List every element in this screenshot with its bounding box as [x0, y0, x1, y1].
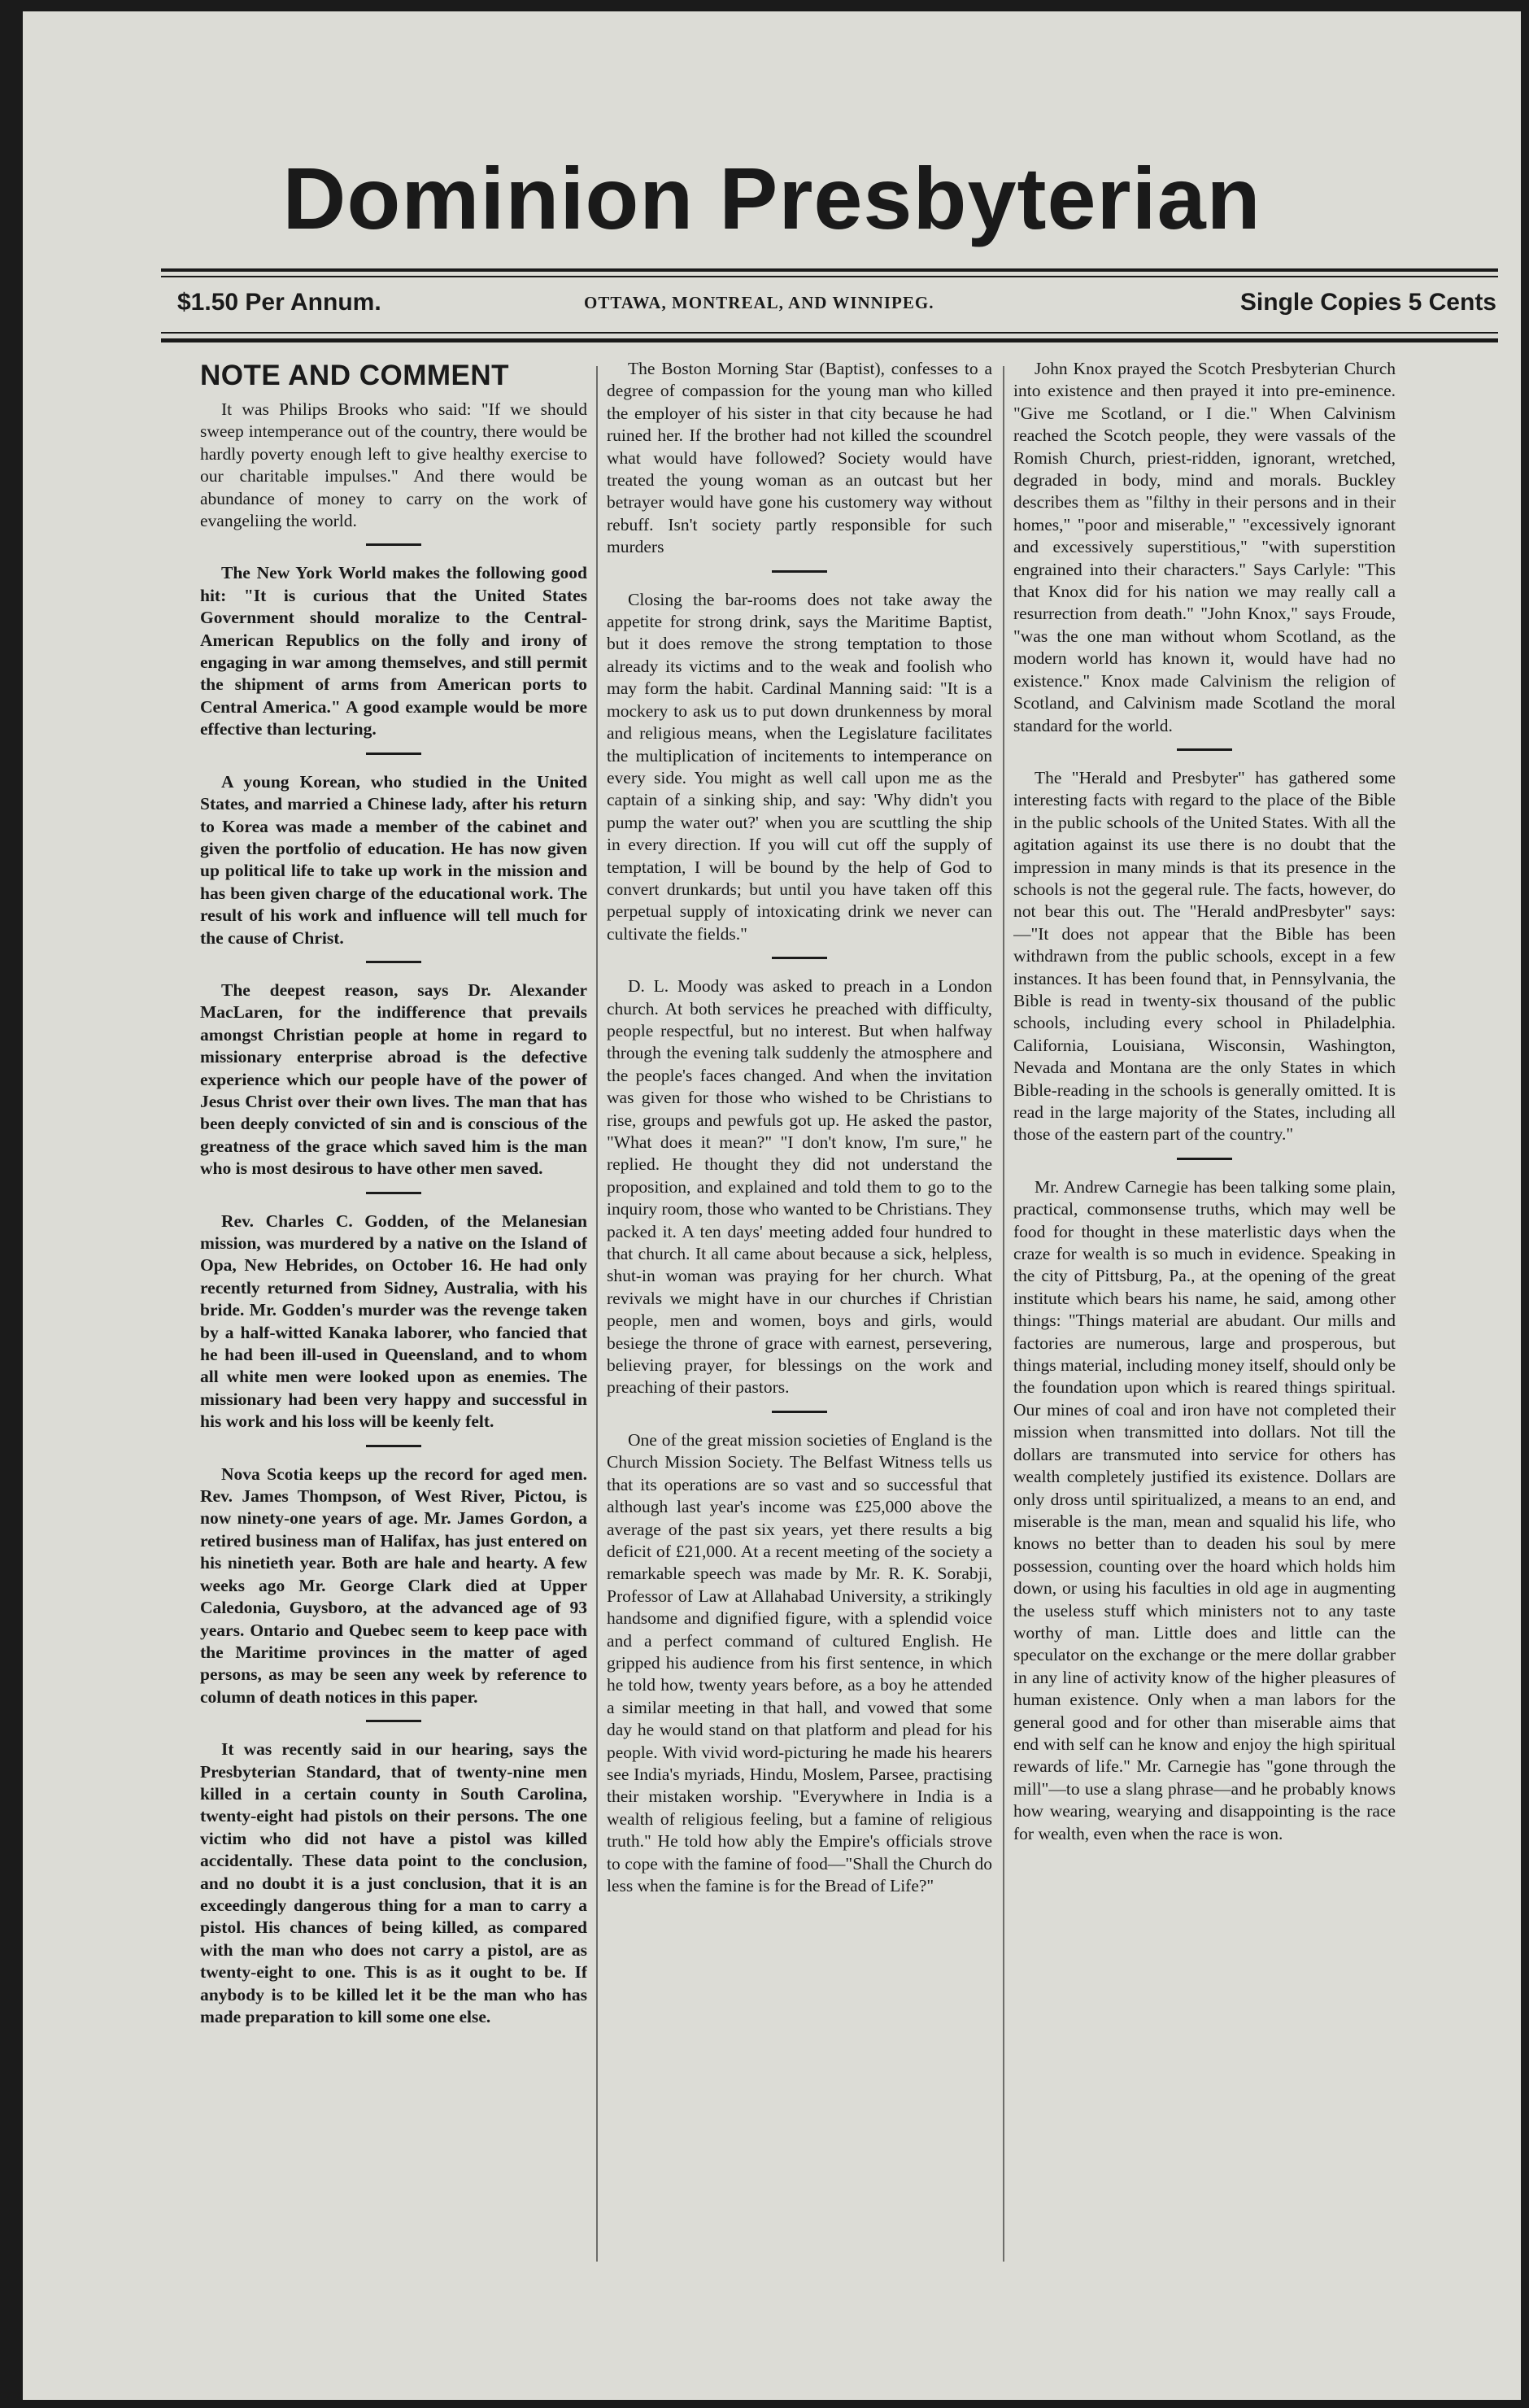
article-separator [366, 1445, 421, 1447]
article-separator [772, 570, 827, 573]
article-separator [366, 543, 421, 546]
column-rule [1003, 366, 1004, 2262]
article-paragraph: Nova Scotia keeps up the record for aged men. Rev. James Thompson, of West River, Pictou, is now ninety-one years of age. Mr. James Gordon, a retired business man of Halifax, has just entered on his ninetieth year. Both are hale and hearty. A few weeks ago Mr. George Clark died at Upper Caledonia, Guysboro, at the advanced age of 93 years. Ontario and Quebec seem to keep pace with the Maritime provinces in the matter of aged persons, as may be seen any week by reference to column of death notices in this paper. [200, 1464, 587, 1707]
article-paragraph: The deepest reason, says Dr. Alexander MacLaren, for the indifference that prevails amongst Christian people at home in regard to missionary enterprise abroad is the defective experience which our people have of the power of Jesus Christ over their own lives. The man that has been deeply convicted of sin and is conscious of the greatness of the grace which saved him is the man who is most desirous to have other men saved. [200, 979, 587, 1179]
article-separator [772, 957, 827, 959]
dateline-rule [161, 338, 1498, 342]
column-2 [607, 358, 992, 2270]
article-separator [1177, 748, 1232, 751]
article-paragraph: D. L. Moody was asked to preach in a London church. At both services he preached with difficulty, people respectful, but no interest. But when halfway through the evening talk suddenly the atmosphere and the people's faces changed. And when the invitation was given for those who wished to be Christians to rise, groups and pewfuls got up. He asked the pastor, "What does it mean?" "I don't know, I'm sure," he replied. He thought they did not understand the proposition, and explained and told them to go to the inquiry room, those who wanted to be Christians. They packed it. A ten days' meeting added four hundred to that church. It all came about because a sick, helpless, shut-in woman was praying for her church. What revivals we might have in our churches if Christian people, men and women, boys and girls, would besiege the throne of grace with earnest, persevering, believing prayer, for blessings on the work and preaching of their pastors. [607, 976, 992, 1398]
article-separator [1177, 1158, 1232, 1160]
article-paragraph: The Boston Morning Star (Baptist), confesses to a degree of compassion for the young man who killed the employer of his sister in that city because he had ruined her. If the brother had not killed the scoundrel what would have followed? Society would have treated the young woman as an outcast but her betrayer would have gone his customery way without rebuff. Isn't society partly responsible for such murders [607, 359, 992, 557]
article-paragraph: A young Korean, who studied in the United States, and married a Chinese lady, after his return to Korea was made a member of the cabinet and given the portfolio of education. He has now given up political life to take up work in the mission and has been given charge of the educational work. The result of his work and influence will tell much for the cause of Christ. [200, 771, 587, 948]
column-3 [1013, 358, 1396, 2270]
article-separator [366, 961, 421, 963]
article-paragraph: Rev. Charles C. Godden, of the Melanesian mission, was murdered by a native on the Island of Opa, New Hebrides, on October 16. He had only recently returned from Sidney, Australia, with his bride. Mr. Godden's murder was the revenge taken by a half-witted Kanaka laborer, who fancied that he had been ill-used in Queensland, and to whom all white men were looked upon as enemies. The missionary had been very happy and successful in his work and his loss will be keenly felt. [200, 1211, 587, 1432]
article-separator [772, 1411, 827, 1413]
article-paragraph: It was Philips Brooks who said: "If we should sweep intemperance out of the country, there would be hardly poverty enough left to give healthy exercise to our charitable impulses." And there would be abundance of money to carry on the work of evangeliing the world. [200, 399, 587, 531]
newspaper-page [23, 11, 1521, 2400]
single-copy-price: Single Copies 5 Cents [1239, 289, 1496, 316]
publication-cities: OTTAWA, MONTREAL, AND WINNIPEG. [584, 293, 934, 312]
article-paragraph: It was recently said in our hearing, says the Presbyterian Standard, that of twenty-nine men killed in a certain county in South Carolina, twenty-eight had pistols on their persons. The one victim who did not have a pistol was killed accidentally. These data point to the conclusion, and no doubt it is a just conclusion, that it is an exceedingly dangerous thing for a man to carry a pistol. His chances of being killed, as compared with the man who does not carry a pistol, are as twenty-eight to one. This is as it ought to be. If anybody is to be killed let it be the man who has made preparation to kill some one else. [200, 1739, 587, 2026]
article-separator [366, 752, 421, 755]
dateline-rule [161, 332, 1498, 334]
article-separator [366, 1192, 421, 1194]
article-paragraph: One of the great mission societies of England is the Church Mission Society. The Belfast Witness tells us that its operations are so vast and so successful that although last year's income was £25,000 above the average of the past six years, yet there results a big deficit of £21,000. At a recent meeting of the society a remarkable speech was made by Mr. R. K. Sorabji, Professor of Law at Allahabad University, a strikingly handsome and dignified figure, with a splendid voice and a perfect command of cultured English. He gripped his audience from his first sentence, in which he told how, twenty years before, as a boy he attended a similar meeting in that hall, and vowed that some day he would stand on that platform and plead for his people. With vivid word-picturing he made his hearers see India's myriads, Hindu, Moslem, Parsee, practising their mistaken worship. "Everywhere in India is a wealth of religious feeling, but a famine of religious truth." He told how ably the Empire's officials strove to cope with the famine of food—"Shall the Church do less when the famine is for the Bread of Life?" [607, 1429, 992, 1895]
subscription-price: $1.50 Per Annum. [177, 289, 381, 316]
article-separator [366, 1720, 421, 1722]
section-heading: NOTE AND COMMENT [200, 360, 510, 391]
article-paragraph: Closing the bar-rooms does not take away the appetite for strong drink, says the Maritime Baptist, but it does remove the strong temptation to those already its victims and to the weak and foolish who may form the habit. Cardinal Manning said: "It is a mockery to ask us to put down drunkenness by moral and religious means, when the Legislature facilitates the multiplication of incitements to intemperance on every side. You might as well call upon me as the captain of a sinking ship, and say: 'Why didn't you pump the water out?' when you are scuttling the ship in every direction. If you will cut off the supply of temptation, I will be bound by the help of God to convert drunkards; but until you have taken off this perpetual supply of intoxicating drink we never can cultivate the fields." [607, 589, 992, 944]
column-rule [596, 366, 598, 2262]
article-paragraph: The "Herald and Presbyter" has gathered some interesting facts with regard to the place of the Bible in the public schools of the United States. With all the agitation against its use there is no doubt that the impression in many minds is that its presence in the schools is not the gegeral rule. The facts, however, do not bear this out. The "Herald andPresbyter" says:—"It does not appear that the Bible has been withdrawn from the public schools, except in a few instances. It has been found that, in Pennsylvania, the Bible is read in twenty-six thousand of the public schools, including every school in Philadelphia. California, Louisiana, Wisconsin, Washington, Nevada and Montana are the only States in which Bible-reading in the schools is generally omitted. It is read in the large majority of the States, including all those of the eastern part of the country." [1013, 767, 1396, 1145]
column-1 [200, 358, 587, 2270]
masthead-rule [161, 276, 1498, 277]
masthead-title: Dominion Presbyterian [282, 149, 1261, 247]
article-paragraph: The New York World makes the following good hit: "It is curious that the United States Government should moralize to the Central-American Republics on the folly and irony of engaging in war among themselves, and still permit the shipment of arms from American ports to Central America." A good example would be more effective than lecturing. [200, 563, 587, 739]
article-paragraph: John Knox prayed the Scotch Presbyterian Church into existence and then prayed it into pre-eminence. "Give me Scotland, or I die." When Calvinism reached the Scotch people, they were vassals of the Romish Church, priest-ridden, ignorant, wretched, degraded in body, mind and morals. Buckley describes them as "filthy in their persons and in their homes," "poor and miserable," "excessively ignorant and excessively superstitious," "with superstition engrained into their characters." Says Carlyle: "This that Knox did for his nation we may really call a resurrection from death." "John Knox," says Froude, "was the one man without whom Scotland, as the modern world has known it, would have had no existence." Knox made Calvinism the religion of Scotland, and Calvinism made Scotland the moral standard for the world. [1013, 359, 1396, 735]
masthead-rule [161, 268, 1498, 272]
article-paragraph: Mr. Andrew Carnegie has been talking some plain, practical, commonsense truths, which may well be food for thought in these materlistic days when the craze for wealth is so much in evidence. Speaking in the city of Pittsburg, Pa., at the opening of the great institute which bears his name, he said, among other things: "Things material are abudant. Our mills and factories are numerous, large and prosperous, but things material, including money itself, should only be the foundation upon which is reared things spiritual. Our mines of coal and iron have not completed their mission when transmitted into dollars. Not till the dollars are transmuted into service for others has wealth completely justified its existence. Dollars are only dross until spiritualized, a means to an end, and miserable is the man, mean and squalid his life, who knows no better than to deaden his soul by mere possession, counting over the hoard which holds him down, or using his faculties in old age in augmenting the useless stuff which ministers not to any taste worthy of man. Little does and little can the speculator on the exchange or the mere dollar grabber in any line of activity know of the higher pleasures of human existence. Only when a man labors for the general good and for other than miserable aims that end with self can he know and enjoy the high spiritual rewards of life." Mr. Carnegie has "gone through the mill"—to use a slang phrase—and he probably knows how wearing, wearying and disappointing is the race for wealth, even when the race is won. [1013, 1176, 1396, 1843]
